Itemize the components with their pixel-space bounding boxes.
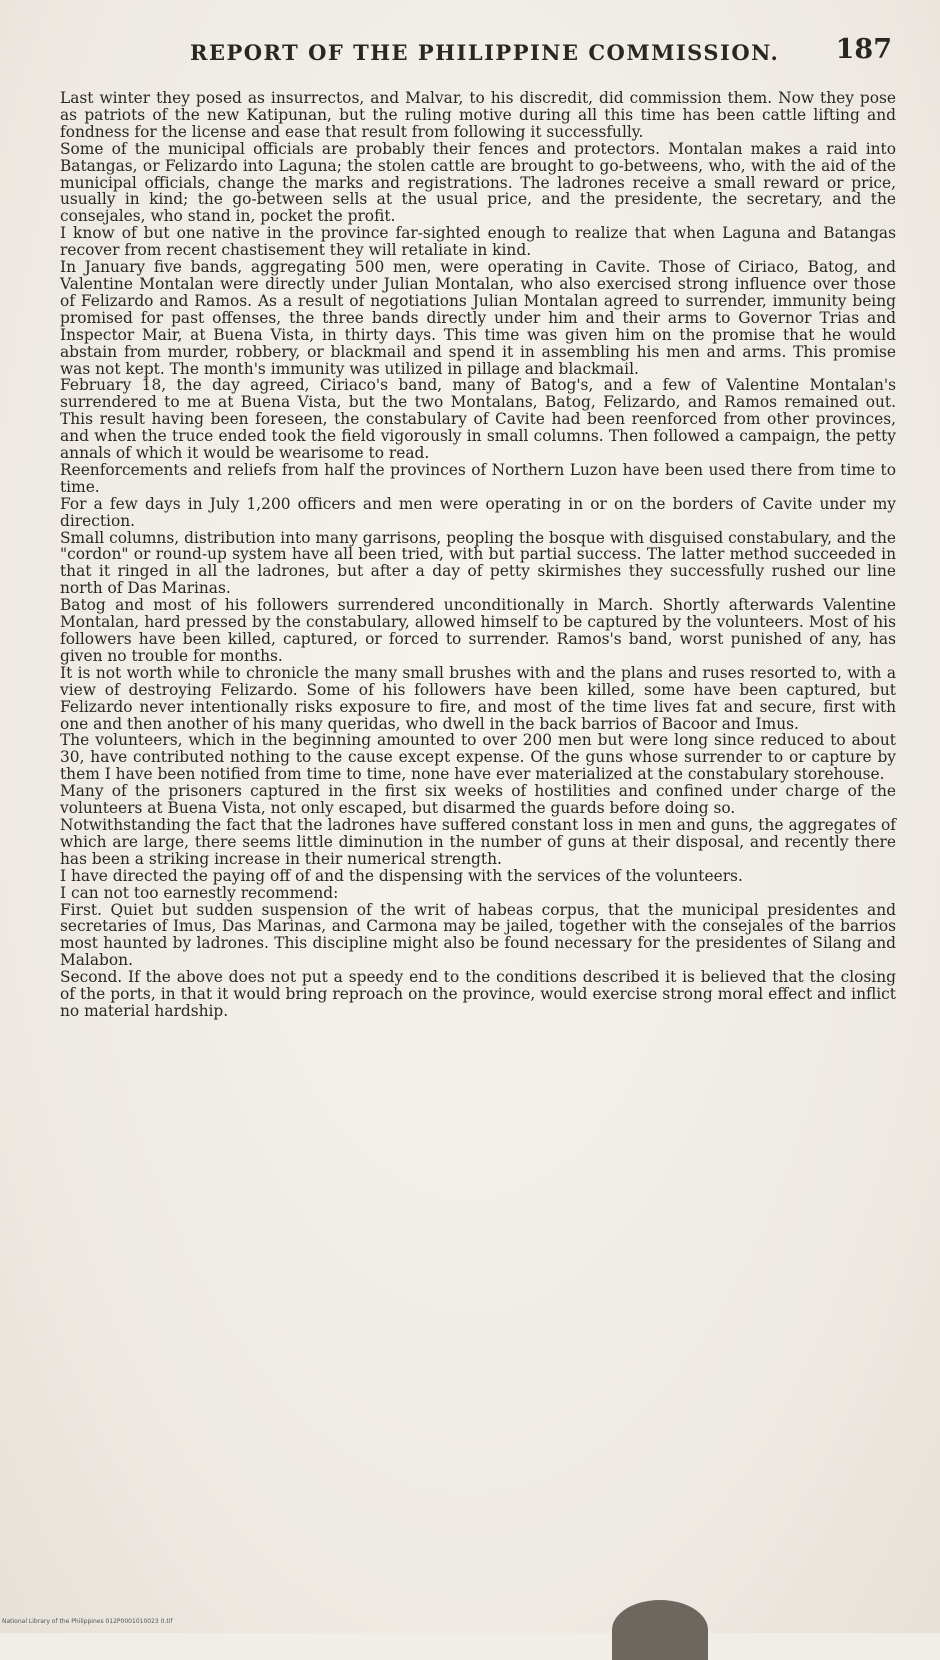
page-header xyxy=(60,32,900,72)
paragraph: For a few days in July 1,200 officers and men were operating in or on the borders of Cavite under my direction. xyxy=(60,494,896,530)
paragraph: It is not worth while to chronicle the many small brushes with and the plans and ruses resorted to, with a view of destroying Felizardo. Some of his followers have been killed, some have been captured, but Felizardo never intentionally risks exposure to fire, and most of the time lives fat and secure, first with one and then another of his many queridas, who dwell in the back barrios of Bacoor and Imus. xyxy=(60,663,896,733)
paragraph: Last winter they posed as insurrectos, and Malvar, to his discredit, did commission them. Now they pose as patriots of the new Katipunan, but the ruling motive during all this time has been cattle lifting and fondness for the license and ease that result from following it successfully. xyxy=(60,89,896,141)
paragraph: The volunteers, which in the beginning amounted to over 200 men but were long since reduced to about 30, have contributed nothing to the cause except expense. Of the guns whose surrender to or capture by them I have been notified from time to time, none have ever materialized at the constabulary storehouse. xyxy=(60,731,896,784)
paragraph: Batog and most of his followers surrendered unconditionally in March. Shortly afterwards Valentine Montalan, hard pressed by the constabulary, allowed himself to be captured by the volunteers. Most of his followers have been killed, captured, or forced to surrender. Ramos's band, worst punished of any, has given no trouble for months. xyxy=(60,596,896,665)
paragraph: Notwithstanding the fact that the ladrones have suffered constant loss in men and guns, the aggregates of which are large, there seems little diminution in the number of guns at their disposal, and recently there has been a striking increase in their numerical strength. xyxy=(60,815,896,868)
scan-footer: National Library of the Philippines 012P0001010023 0.tif xyxy=(2,1618,173,1625)
report-body xyxy=(60,90,896,1020)
running-title: REPORT OF THE PHILIPPINE COMMISSION. xyxy=(190,40,780,65)
paragraph: Some of the municipal officials are probably their fences and protectors. Montalan makes a raid into Batangas, or Felizardo into Laguna; the stolen cattle are brought to go-betweens, who, with the aid of the municipal officials, change the marks and registrations. The ladrones receive a small reward or price, usually in kind; the go-between sells at the usual price, and the presidente, the secretary, and the consejales, who stand in, pocket the profit. xyxy=(60,139,896,226)
paragraph: February 18, the day agreed, Ciriaco's band, many of Batog's, and a few of Valentine Montalan's surrendered to me at Buena Vista, but the two Montalans, Batog, Felizardo, and Ramos remained out. This result having been foreseen, the constabulary of Cavite had been reenforced from other provinces, and when the truce ended took the field vigorously in small columns. Then followed a campaign, the petty annals of which it would be wearisome to read. xyxy=(60,376,896,463)
paragraph: In January five bands, aggregating 500 men, were operating in Cavite. Those of Ciriaco, Batog, and Valentine Montalan were directly under Julian Montalan, who also exercised strong influence over those of Felizardo and Ramos. As a result of negotiations Julian Montalan agreed to surrender, immunity being promised for past offenses, the three bands directly under him and their arms to Governor Trias and Inspector Mair, at Buena Vista, in thirty days. This time was given him on the promise that he would abstain from murder, robbery, or blackmail and spend it in assembling his men and arms. This promise was not kept. The month's immunity was utilized in pillage and blackmail. xyxy=(60,258,896,378)
paragraph: Many of the prisoners captured in the first six weeks of hostilities and confined under charge of the volunteers at Buena Vista, not only escaped, but disarmed the guards before doing so. xyxy=(60,782,896,818)
paragraph: Reenforcements and reliefs from half the provinces of Northern Luzon have been used there from time to time. xyxy=(60,460,896,496)
page-number: 187 xyxy=(835,34,892,65)
paragraph: I know of but one native in the province far-sighted enough to realize that when Laguna and Batangas recover from recent chastisement they will retaliate in kind. xyxy=(60,224,896,260)
paragraph: Second. If the above does not put a speedy end to the conditions described it is believed that the closing of the ports, in that it would bring reproach on the province, would exercise strong moral effect and inflict no material hardship. xyxy=(60,968,896,1020)
paragraph: Small columns, distribution into many garrisons, peopling the bosque with disguised constabulary, and the "cordon" or round-up system have all been tried, with but partial success. The latter method succeeded in that it ringed in all the ladrones, but after a day of petty skirmishes they successfully rushed our line north of Das Marinas. xyxy=(60,528,896,598)
scan-artifact xyxy=(612,1600,708,1660)
paragraph: I can not too earnestly recommend: xyxy=(60,883,339,902)
paragraph: First. Quiet but sudden suspension of the writ of habeas corpus, that the municipal presidentes and secretaries of Imus, Das Marinas, and Carmona may be jailed, together with the consejales of the barrios most haunted by ladrones. This discipline might also be found necessary for the presidentes of Silang and Malabon. xyxy=(60,900,896,970)
paragraph: I have directed the paying off of and the dispensing with the services of the volunteers. xyxy=(60,866,743,885)
